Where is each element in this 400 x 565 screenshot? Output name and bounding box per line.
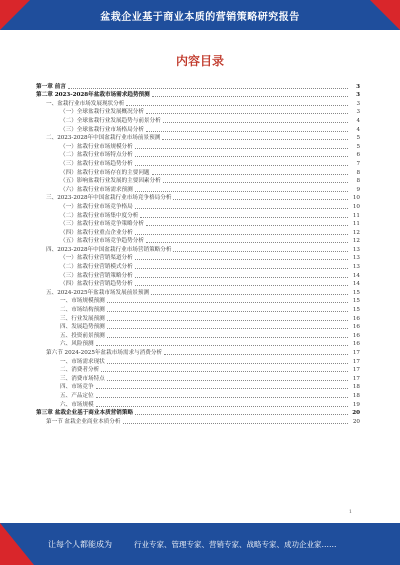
toc-entry[interactable] <box>36 159 360 168</box>
toc-dot-leader <box>146 113 348 114</box>
toc-entry-page: 13 <box>352 246 360 253</box>
toc-entry[interactable] <box>36 297 360 306</box>
toc-dot-leader <box>135 156 348 157</box>
toc-dot-leader <box>164 354 348 355</box>
toc-entry[interactable] <box>36 417 360 426</box>
toc-dot-leader <box>107 328 348 329</box>
toc-entry[interactable] <box>36 202 360 211</box>
toc-entry-page: 20 <box>352 418 360 425</box>
toc-dot-leader <box>135 285 348 286</box>
toc-entry[interactable] <box>36 305 360 314</box>
toc-entry-page: 8 <box>356 178 360 185</box>
toc-entry-label: 一、市场规模预测 <box>60 298 105 305</box>
toc-entry-label: 六、风险预测 <box>60 341 94 348</box>
toc-entry-label: （一）盆栽行业营销渠道分析 <box>60 255 133 262</box>
toc-entry-page: 5 <box>356 135 360 142</box>
toc-entry-label: 三、2023-2028年中国盆栽行业市场竞争格局分析 <box>46 195 172 202</box>
toc-dot-leader <box>173 199 348 200</box>
toc-entry-label: 五、2024-2025年盆栽市场发展前景预测 <box>46 289 150 296</box>
toc-entry-label: （三）全球盆栽行业市场格局分析 <box>60 126 144 133</box>
toc-entry-label: （二）盆栽行业市场特点分析 <box>60 152 133 159</box>
toc-entry[interactable] <box>36 237 360 246</box>
toc-entry-label: 四、发展趋势预测 <box>60 324 105 331</box>
toc-dot-leader <box>135 191 348 192</box>
toc-entry-page: 14 <box>352 272 360 279</box>
toc-entry-page: 3 <box>356 92 360 99</box>
toc-entry[interactable] <box>36 288 360 297</box>
header-red-corner-right <box>370 0 400 30</box>
toc-entry[interactable] <box>36 262 360 271</box>
toc-entry[interactable] <box>36 108 360 117</box>
toc-dot-leader <box>135 259 348 260</box>
toc-entry-page: 18 <box>352 392 360 399</box>
toc-entry-label: 三、消费市场特点 <box>60 375 105 382</box>
toc-dot-leader <box>135 165 348 166</box>
toc-entry-page: 9 <box>356 186 360 193</box>
toc-entry-label: （六）盆栽行业市场需求预测 <box>60 186 133 193</box>
toc-dot-leader <box>107 337 348 338</box>
toc-dot-leader <box>163 182 348 183</box>
toc-entry-label: （二）盆栽行业市场集中度分析 <box>60 212 139 219</box>
toc-entry-page: 13 <box>352 264 360 271</box>
toc-dot-leader <box>135 414 348 415</box>
header-red-corner-left <box>0 0 30 30</box>
toc-entry[interactable] <box>36 151 360 160</box>
toc-dot-leader <box>146 242 348 243</box>
toc-entry[interactable] <box>36 134 360 143</box>
toc-dot-leader <box>123 423 349 424</box>
report-title: 盆栽企业基于商业本质的营销策略研究报告 <box>100 11 300 23</box>
toc-dot-leader <box>162 139 348 140</box>
toc-entry[interactable] <box>36 228 360 237</box>
toc-entry-label: （二）盆栽行业营销模式分析 <box>60 264 133 271</box>
toc-dot-leader <box>135 148 348 149</box>
toc-entry-page: 17 <box>352 358 360 365</box>
toc-dot-leader <box>135 234 348 235</box>
page-number: 1 <box>348 509 352 515</box>
toc-entry-page: 5 <box>356 143 360 150</box>
toc-entry-label: （三）盆栽行业营销策略分析 <box>60 272 133 279</box>
toc-entry[interactable] <box>36 400 360 409</box>
toc-entry-page: 20 <box>352 410 360 417</box>
toc-entry[interactable] <box>36 211 360 220</box>
toc-dot-leader <box>107 320 348 321</box>
toc-dot-leader <box>146 225 348 226</box>
toc-entry-page: 11 <box>352 212 360 219</box>
toc-dot-leader <box>163 122 348 123</box>
toc-entry-page: 18 <box>352 384 360 391</box>
toc-entry-page: 16 <box>352 324 360 331</box>
toc-dot-leader <box>140 217 348 218</box>
toc-entry-label: （二）全球盆栽行业发展趋势与前景分析 <box>60 117 161 124</box>
toc-entry-page: 12 <box>352 229 360 236</box>
toc-entry[interactable] <box>36 254 360 263</box>
toc-entry-page: 16 <box>352 332 360 339</box>
toc-entry-label: 第一节 盆栽企业商业本质分析 <box>46 418 121 425</box>
toc-entry[interactable] <box>36 348 360 357</box>
toc-entry[interactable] <box>36 271 360 280</box>
toc-entry-page: 16 <box>352 341 360 348</box>
toc-entry-label: （三）盆栽行业市场竞争策略分析 <box>60 221 144 228</box>
toc-entry-page: 17 <box>352 350 360 356</box>
footer-red-corner <box>0 523 34 565</box>
toc-dot-leader <box>96 397 348 398</box>
toc-entry-label: （五）影响盆栽行业发展的主要因素分析 <box>60 178 161 185</box>
toc-entry-label: 一、盆栽行业市场发展现状分析 <box>46 100 125 107</box>
toc-entry-page: 17 <box>352 367 360 374</box>
report-footer-banner <box>0 523 400 565</box>
toc-entry[interactable] <box>36 391 360 400</box>
toc-dot-leader <box>173 251 348 252</box>
toc-dot-leader <box>135 208 348 209</box>
toc-entry[interactable] <box>36 340 360 349</box>
toc-entry-label: 第三章 盆栽企业基于商业本质营销策略 <box>36 410 134 417</box>
toc-dot-leader <box>135 277 348 278</box>
toc-entry-label: （一）全球盆栽行业发展概况分析 <box>60 109 144 116</box>
toc-entry-page: 3 <box>356 100 360 107</box>
footer-roles: 行业专家、管理专家、营销专家、战略专家、成功企业家…… <box>134 540 337 549</box>
toc-dot-leader <box>107 363 348 364</box>
toc-entry-page: 15 <box>352 289 360 296</box>
toc-entry[interactable] <box>36 185 360 194</box>
toc-entry-page: 10 <box>352 203 360 210</box>
toc-entry-label: 第六节 2024-2025年盆栽市场需求与消费分析 <box>46 350 163 356</box>
toc-entry-page: 6 <box>356 152 360 159</box>
toc-entry[interactable] <box>36 142 360 151</box>
toc-entry-page: 4 <box>356 117 360 124</box>
toc-entry-label: 二、市场结构预测 <box>60 307 105 314</box>
toc-entry-page: 8 <box>356 169 360 176</box>
toc-entry-label: 一、市场需求现状 <box>60 358 105 365</box>
toc-entry-label: 五、产品定位 <box>60 392 94 399</box>
toc-entry[interactable] <box>36 116 360 125</box>
toc-entry[interactable] <box>36 323 360 332</box>
toc-entry-label: （一）盆栽行业市场规模分析 <box>60 143 133 150</box>
toc-entry[interactable] <box>36 374 360 383</box>
toc-entry-page: 19 <box>352 401 360 408</box>
toc-entry[interactable] <box>36 82 360 91</box>
toc-entry-page: 7 <box>356 160 360 167</box>
table-of-contents <box>36 82 360 426</box>
toc-dot-leader <box>152 96 348 97</box>
toc-entry[interactable] <box>36 357 360 366</box>
toc-entry-page: 15 <box>352 298 360 305</box>
toc-entry-label: （四）盆栽行业营销趋势分析 <box>60 281 133 288</box>
toc-entry-label: 六、市场规模 <box>60 401 94 408</box>
toc-entry-label: （四）盆栽行业重点企业分析 <box>60 229 133 236</box>
toc-entry[interactable] <box>36 314 360 323</box>
toc-entry-label: 二、消费者分析 <box>60 367 100 374</box>
toc-entry-label: （一）盆栽行业市场竞争格局 <box>60 203 133 210</box>
toc-entry[interactable] <box>36 177 360 186</box>
toc-entry-page: 4 <box>356 126 360 133</box>
toc-entry-label: 二、2023-2028年中国盆栽行业市场前景预测 <box>46 135 161 142</box>
toc-entry[interactable] <box>36 220 360 229</box>
toc-entry-page: 16 <box>352 315 360 322</box>
toc-dot-leader <box>96 406 348 407</box>
toc-entry-label: （四）盆栽行业市场存在的主要问题 <box>60 169 150 176</box>
toc-entry[interactable] <box>36 366 360 375</box>
toc-entry[interactable] <box>36 331 360 340</box>
toc-entry-label: （五）盆栽行业市场竞争趋势分析 <box>60 238 144 245</box>
toc-dot-leader <box>68 88 348 89</box>
toc-dot-leader <box>107 302 348 303</box>
toc-dot-leader <box>101 371 348 372</box>
report-header-banner <box>0 0 400 30</box>
toc-entry-label: 四、市场竞争 <box>60 384 94 391</box>
toc-entry[interactable] <box>36 383 360 392</box>
toc-dot-leader <box>152 174 348 175</box>
toc-dot-leader <box>107 380 348 381</box>
toc-entry[interactable] <box>36 91 360 100</box>
toc-dot-leader <box>126 105 348 106</box>
toc-entry-label: 第二章 2023-2028年盆栽市场需求趋势预测 <box>36 92 150 99</box>
toc-entry-label: 三、行业发展预测 <box>60 315 105 322</box>
toc-entry-page: 12 <box>352 238 360 245</box>
toc-heading: 内容目录 <box>175 54 224 68</box>
toc-entry-page: 13 <box>352 255 360 262</box>
toc-entry-label: 五、投资前景预测 <box>60 332 105 339</box>
toc-entry-label: 第一章 前言 <box>36 83 66 90</box>
toc-entry-page: 15 <box>352 307 360 314</box>
toc-entry-page: 17 <box>352 375 360 382</box>
toc-dot-leader <box>146 131 348 132</box>
toc-dot-leader <box>96 388 348 389</box>
toc-entry[interactable] <box>36 125 360 134</box>
toc-entry-label: （三）盆栽行业市场趋势分析 <box>60 160 133 167</box>
toc-dot-leader <box>135 268 348 269</box>
footer-tagline: 让每个人都能成为 <box>48 540 112 549</box>
toc-entry-page: 11 <box>352 221 360 228</box>
toc-entry-label: 四、2023-2028年中国盆栽行业市场营销策略分析 <box>46 246 172 253</box>
toc-entry[interactable] <box>36 168 360 177</box>
toc-entry[interactable] <box>36 245 360 254</box>
toc-dot-leader <box>96 345 348 346</box>
toc-entry[interactable] <box>36 194 360 203</box>
toc-entry-page: 10 <box>352 195 360 202</box>
toc-dot-leader <box>107 311 348 312</box>
toc-entry-page: 3 <box>356 109 360 116</box>
toc-entry[interactable] <box>36 280 360 289</box>
toc-entry[interactable] <box>36 99 360 108</box>
toc-entry[interactable] <box>36 409 360 418</box>
toc-entry-page: 3 <box>356 83 360 90</box>
toc-dot-leader <box>151 294 348 295</box>
toc-entry-page: 14 <box>352 281 360 288</box>
